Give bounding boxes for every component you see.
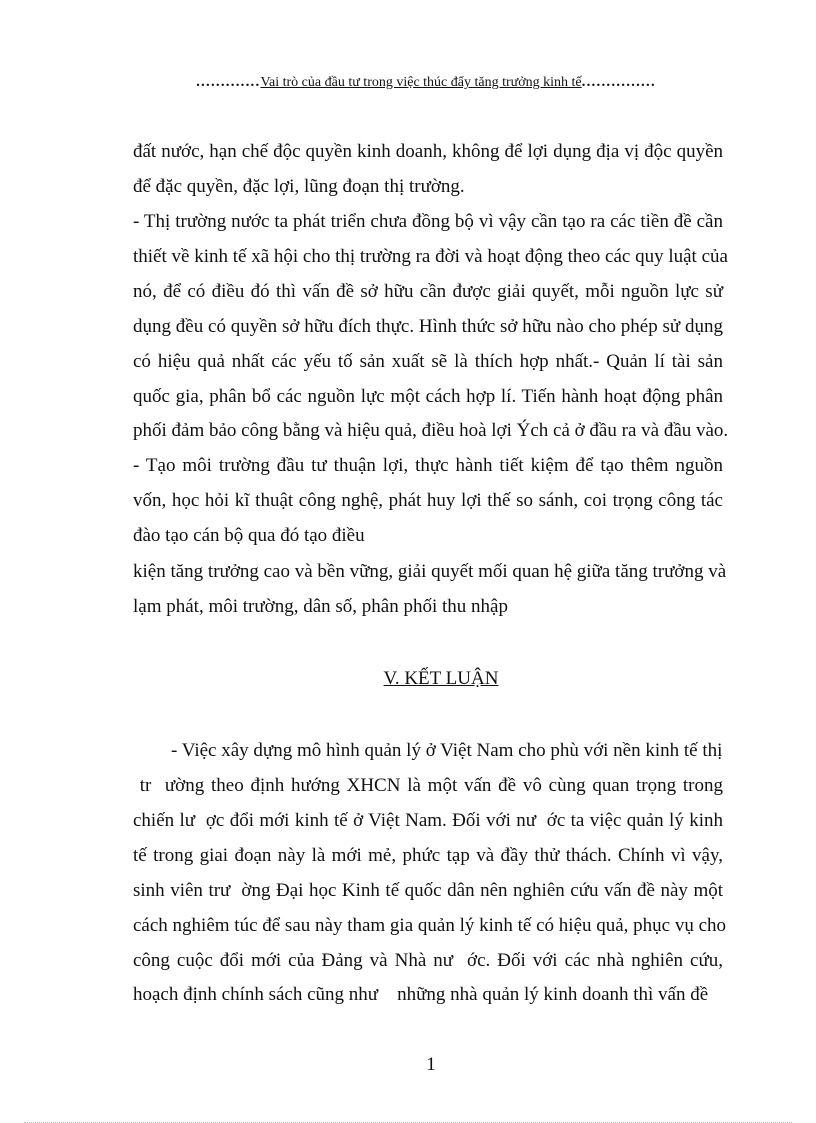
- body-line-6: dụng đều có quyền sở hữu đích thực. Hình thức sở hữu nào cho phép sử dụng: [133, 316, 723, 337]
- running-header: [130, 74, 722, 91]
- header-dots-right: ...............: [581, 74, 656, 90]
- body-line-7: có hiệu quả nhất các yếu tố sản xuất sẽ là thích hợp nhất.- Quản lí tài sản: [133, 351, 723, 372]
- body-line-10: - Tạo môi trường đầu tư thuận lợi, thực hành tiết kiệm để tạo thêm nguồn: [133, 455, 723, 476]
- conclusion-line-3: chiến lư ợc đổi mới kinh tế ở Việt Nam. Đối với nư ớc ta việc quản lý kinh: [133, 810, 723, 831]
- conclusion-line-2: tr ường theo định hướng XHCN là một vấn đề vô cùng quan trọng trong: [133, 775, 723, 796]
- header-dots-left: .............: [196, 74, 261, 90]
- page-number: 1: [426, 1054, 436, 1075]
- body-line-2: để đặc quyền, đặc lợi, lũng đoạn thị trường.: [133, 176, 465, 197]
- body-line-13: kiện tăng trưởng cao và bền vững, giải quyết mối quan hệ giữa tăng trưởng và: [133, 561, 727, 582]
- body-line-11: vốn, học hỏi kĩ thuật công nghệ, phát huy lợi thế so sánh, coi trọng công tác: [133, 490, 723, 511]
- body-line-9: phối đảm bảo công bằng và hiệu quả, điều hoà lợi Ých cả ở đầu ra và đầu vào.: [133, 420, 729, 441]
- body-line-12: đào tạo cán bộ qua đó tạo điều: [133, 525, 365, 546]
- conclusion-line-7: công cuộc đổi mới của Đảng và Nhà nư ớc. Đối với các nhà nghiên cứu,: [133, 950, 723, 971]
- body-line-5: nó, để có điều đó thì vấn đề sở hữu cần được giải quyết, mỗi nguồn lực sử: [133, 281, 723, 302]
- section-heading: [0, 667, 816, 691]
- conclusion-line-8: hoạch định chính sách cũng như những nhà quản lý kinh doanh thì vấn đề: [133, 984, 709, 1005]
- body-line-3: - Thị trường nước ta phát triển chưa đồng bộ vì vậy cần tạo ra các tiền đề cần: [133, 211, 723, 232]
- conclusion-line-5: sinh viên trư ờng Đại học Kinh tế quốc dân nên nghiên cứu vấn đề này một: [133, 880, 723, 901]
- conclusion-line-6: cách nghiêm túc để sau này tham gia quản lý kinh tế có hiệu quả, phục vụ cho: [133, 915, 727, 936]
- body-line-4: thiết về kinh tế xã hội cho thị trường ra đời và hoạt động theo các quy luật của: [133, 246, 728, 267]
- conclusion-line-4: tế trong giai đoạn này là mới mẻ, phức tạp và đầy thử thách. Chính vì vậy,: [133, 845, 723, 866]
- body-line-14: lạm phát, môi trường, dân số, phân phối thu nhập: [133, 596, 508, 617]
- body-line-8: quốc gia, phân bổ các nguồn lực một cách hợp lí. Tiến hành hoạt động phân: [133, 386, 723, 407]
- header-title: Vai trò của đầu tư trong việc thúc đẩy tăng trưởng kinh tế: [260, 75, 582, 90]
- section-heading-text: V. KẾT LUẬN: [383, 668, 499, 689]
- conclusion-line-1: - Việc xây dựng mô hình quản lý ở Việt Nam cho phù với nền kinh tế thị: [133, 740, 723, 761]
- body-line-1: đất nước, hạn chế độc quyền kinh doanh, không để lợi dụng địa vị độc quyền: [133, 141, 723, 162]
